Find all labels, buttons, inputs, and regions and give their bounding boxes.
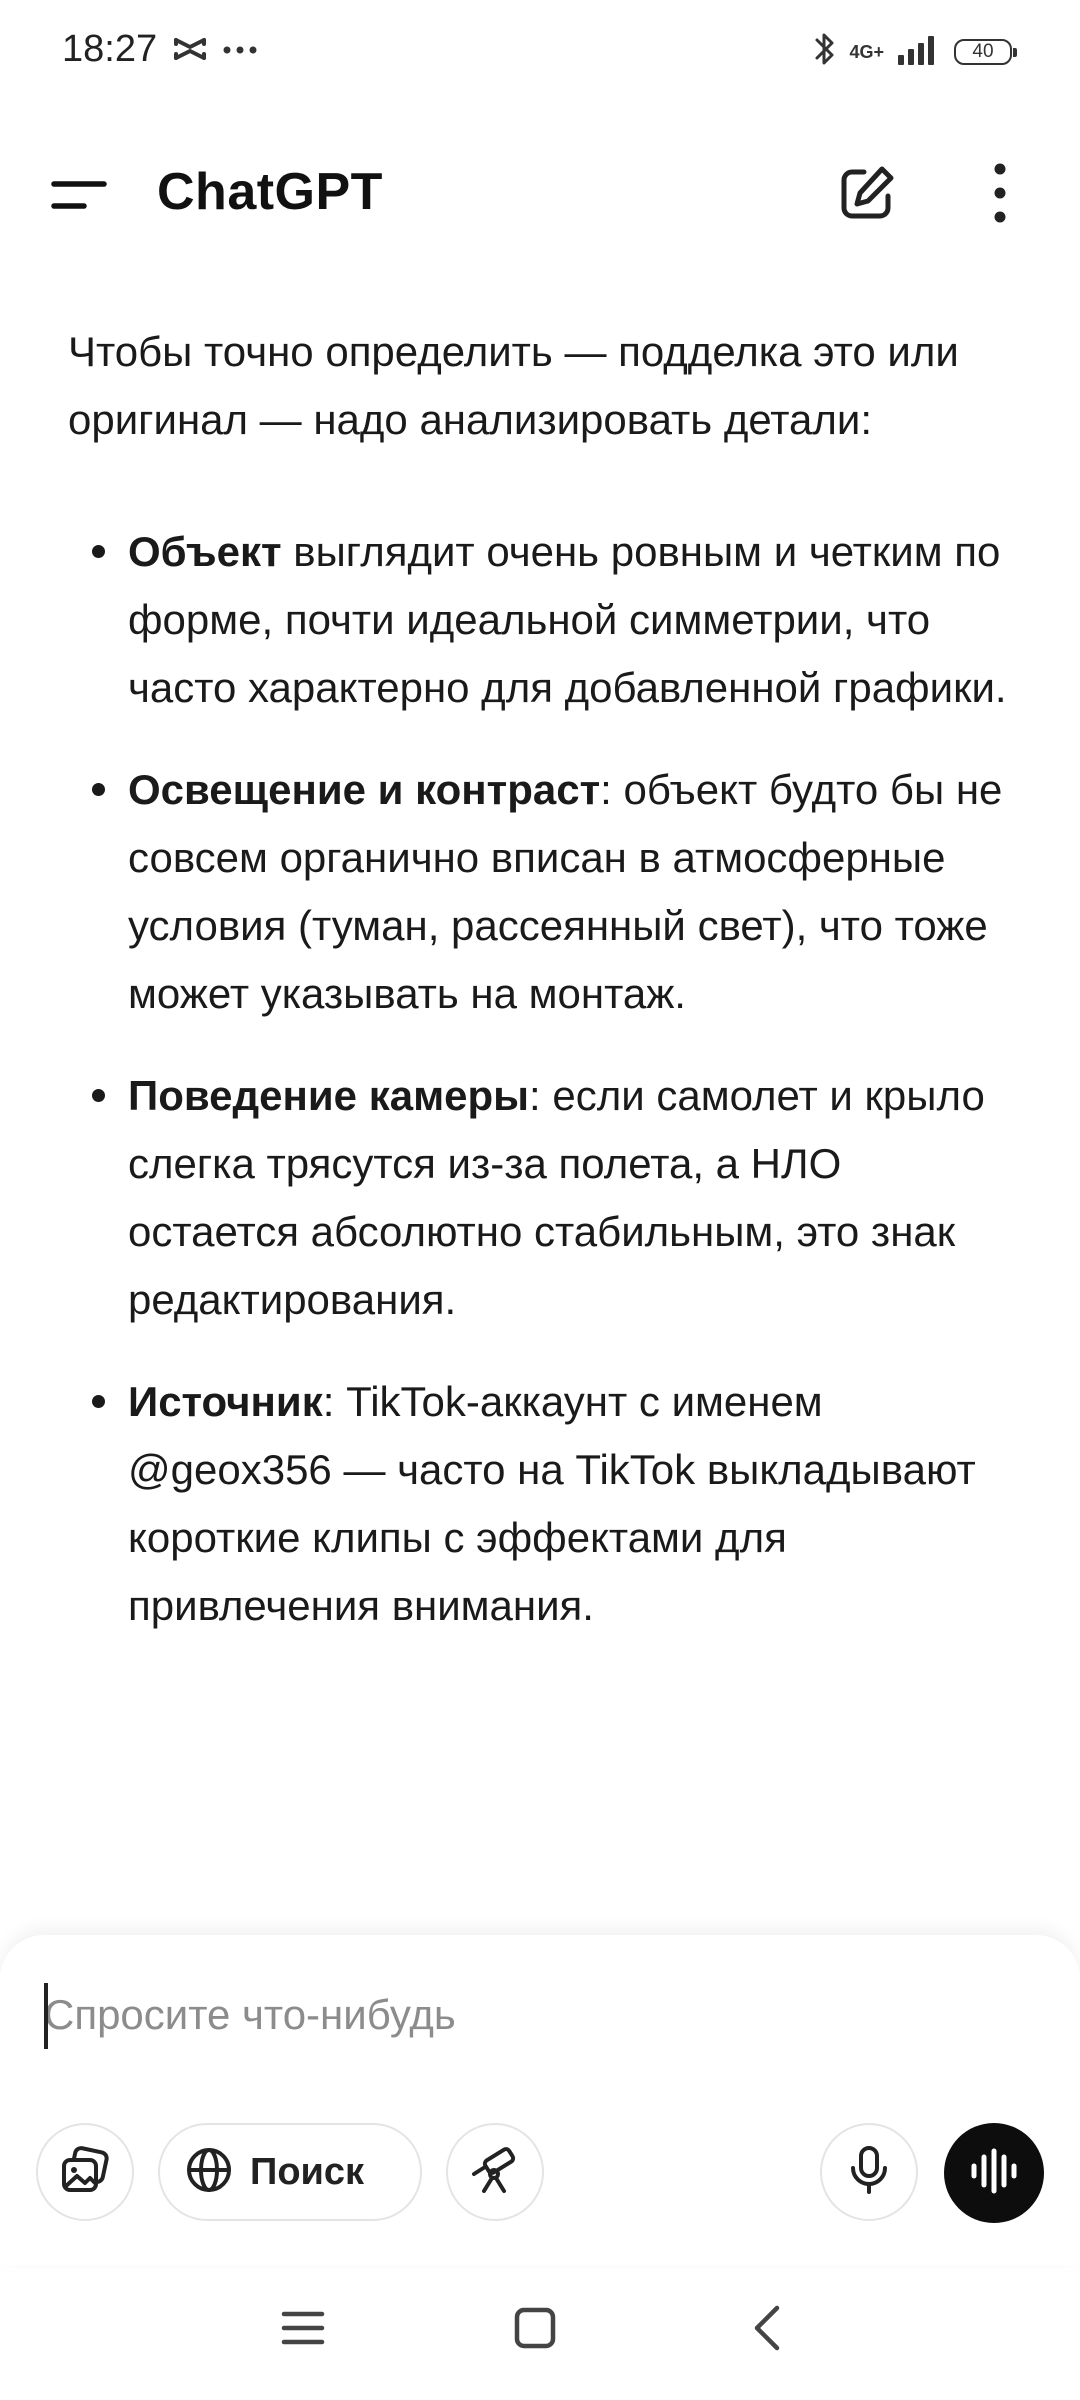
attach-image-button[interactable]	[36, 2123, 134, 2221]
bluetooth-icon	[813, 30, 837, 73]
search-button[interactable]	[158, 2123, 422, 2221]
bullet-text: : объект будто бы не совсем органично вписан в атмосферные условия (туман, рассеянный свет), что тоже может указывать на монтаж.	[128, 766, 1003, 1017]
assistant-message	[68, 318, 1018, 1674]
back-button[interactable]	[732, 2295, 802, 2365]
list-item	[68, 518, 1018, 722]
search-button-label: Поиск	[250, 2150, 365, 2193]
capcut-icon	[172, 34, 208, 69]
bullet-heading: Объект	[128, 528, 282, 575]
new-chat-icon	[834, 213, 900, 230]
dictation-button[interactable]	[820, 2123, 918, 2221]
message-input[interactable]	[44, 1979, 1024, 2051]
status-system	[813, 30, 1012, 73]
status-notifications	[172, 34, 258, 69]
image-gallery-icon	[59, 2144, 111, 2201]
globe-icon	[184, 2145, 234, 2200]
bullet-heading: Источник	[128, 1378, 323, 1425]
battery-level: 40	[972, 40, 994, 62]
bullet-text: : если самолет и крыло слегка трясутся из-за полета, а НЛО остается абсолютно стабильным, это знак редактирования.	[128, 1072, 985, 1323]
telescope-icon	[469, 2144, 521, 2201]
home-icon	[513, 2306, 557, 2355]
menu-button[interactable]	[50, 170, 110, 220]
battery-icon	[954, 39, 1012, 65]
status-bar	[0, 0, 1080, 100]
menu-icon	[50, 207, 110, 224]
app-header	[0, 130, 1080, 260]
new-chat-button[interactable]	[834, 160, 900, 226]
back-icon	[747, 2304, 787, 2357]
signal-icon	[896, 33, 942, 70]
voice-waveform-icon	[968, 2147, 1020, 2200]
more-options-button[interactable]	[980, 160, 1020, 226]
message-intro: Чтобы точно определить — подделка это или оригинал — надо анализировать детали:	[68, 328, 959, 443]
list-item	[68, 1368, 1018, 1640]
bullet-text: выглядит очень ровным и четким по форме, почти идеальной симметрии, что часто характерно для добавленной графики.	[128, 528, 1007, 711]
network-label: 4G+	[849, 41, 884, 62]
list-item	[68, 756, 1018, 1028]
text-cursor	[44, 1983, 48, 2049]
microphone-icon	[847, 2144, 891, 2201]
message-bullet-list	[68, 518, 1018, 1640]
more-vertical-icon	[980, 213, 1020, 230]
composer	[0, 1935, 1080, 2265]
more-notifications-icon	[222, 43, 258, 61]
recent-apps-icon	[280, 2308, 326, 2353]
recent-apps-button[interactable]	[268, 2295, 338, 2365]
system-nav-bar	[0, 2265, 1080, 2400]
status-time: 18:27	[62, 28, 158, 70]
deep-research-button[interactable]	[446, 2123, 544, 2221]
app-title: ChatGPT	[157, 163, 383, 221]
bullet-heading: Освещение и контраст	[128, 766, 601, 813]
voice-mode-button[interactable]	[944, 2123, 1044, 2223]
bullet-heading: Поведение камеры	[128, 1072, 530, 1119]
bullet-text: : TikTok-аккаунт с именем @geox356 — часто на TikTok выкладывают короткие клипы с эффектами для привлечения внимания.	[128, 1378, 976, 1629]
list-item	[68, 1062, 1018, 1334]
home-button[interactable]	[500, 2295, 570, 2365]
